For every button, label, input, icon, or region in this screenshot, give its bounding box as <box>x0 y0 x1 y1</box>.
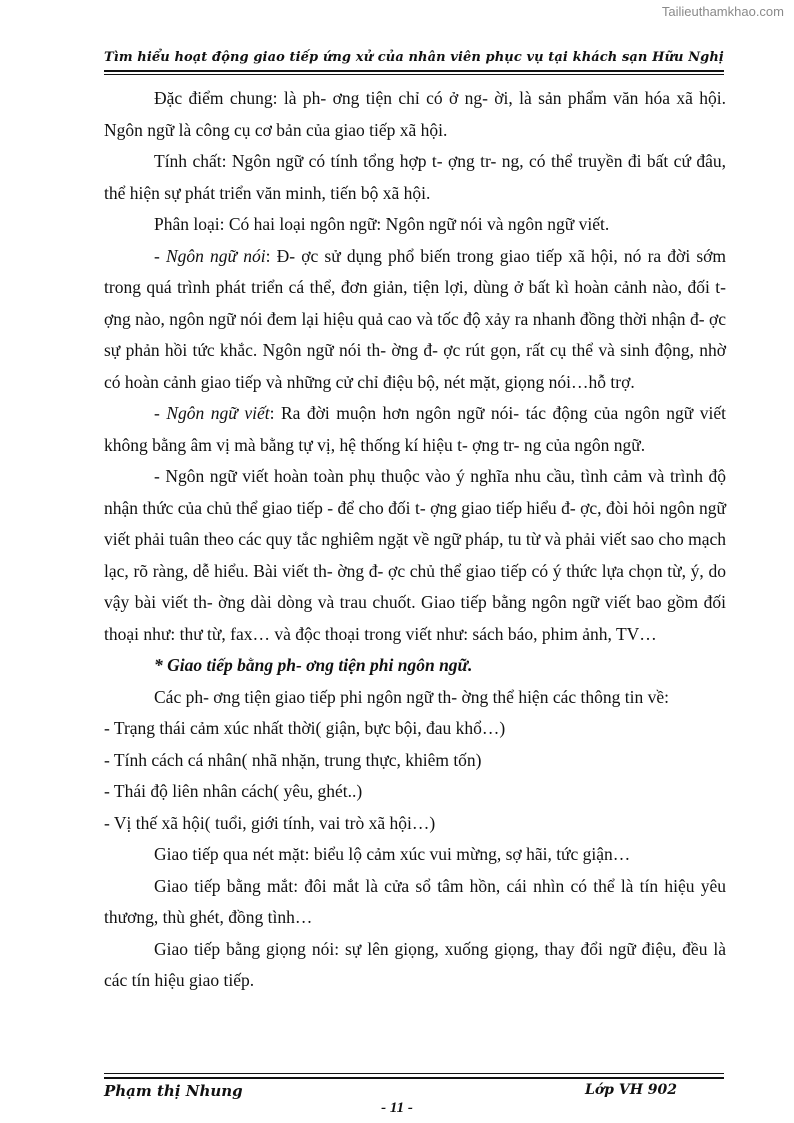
section-heading-nonverbal: * Giao tiếp bằng ph- ơng tiện phi ngôn ngữ. <box>154 655 473 675</box>
document-body <box>104 83 726 997</box>
paragraph-eye-contact: Giao tiếp bằng mắt: đôi mắt là cửa sổ tâm hồn, cái nhìn có thể là tín hiệu yêu thương, thù ghét, đồng tình… <box>104 875 726 927</box>
list-item: - Trạng thái cảm xúc nhất thời( giận, bực bội, đau khổ…) <box>104 718 506 738</box>
header-rule-thin <box>104 74 724 75</box>
list-item: - Thái độ liên nhân cách( yêu, ghét..) <box>104 781 363 801</box>
term-written-language: Ngôn ngữ viết <box>166 403 270 423</box>
footer-author: Phạm thị Nhung <box>104 1082 243 1100</box>
running-header: Tìm hiểu hoạt động giao tiếp ứng xử của nhân viên phục vụ tại khách sạn Hữu Nghị <box>104 50 724 65</box>
footer-rule-thin <box>104 1073 724 1074</box>
paragraph-general-features: Đặc điểm chung: là ph- ơng tiện chỉ có ở ng- ời, là sản phẩm văn hóa xã hội. Ngôn ngữ là công cụ cơ bản của giao tiếp xã hội. <box>104 88 726 140</box>
list-item: - Tính cách cá nhân( nhã nhặn, trung thực, khiêm tốn) <box>104 749 482 770</box>
paragraph-properties: Tính chất: Ngôn ngữ có tính tổng hợp t- ợng tr- ng, có thể truyền đi bất cứ đâu, thể hiện sự phát triển văn minh, tiến bộ xã hội. <box>104 151 726 203</box>
page-number: - 11 - <box>381 1100 413 1116</box>
list-dash: - <box>154 403 167 423</box>
footer-rule-thick <box>104 1077 724 1079</box>
list-dash: - <box>154 245 166 266</box>
paragraph-classification: Phân loại: Có hai loại ngôn ngữ: Ngôn ngữ nói và ngôn ngữ viết. <box>154 214 610 234</box>
header-rule-thick <box>104 70 724 72</box>
paragraph-written-language-detail: - Ngôn ngữ viết hoàn toàn phụ thuộc vào ý nghĩa nhu cầu, tình cảm và trình độ nhận thức của chủ thể giao tiếp - để cho đối t- ợng giao tiếp hiểu đ- ợc, đòi hỏi ngôn ngữ viết phải tuân theo các quy tắc nghiêm ngặt về ngữ pháp, tu từ và phải viết sao cho mạch lạc, rõ ràng, dễ hiểu. Bài viết th- ờng đ- ợc chủ thể giao tiếp có ý thức lựa chọn từ, ý, do vậy bài viết th- ờng dài dòng và trau chuốt. Giao tiếp bằng ngôn ngữ viết bao gồm đối thoại như: thư từ, fax… và độc thoại trong viết như: sách báo, phim ảnh, TV… <box>104 466 726 644</box>
watermark-text: Tailieuthamkhao.com <box>661 4 784 19</box>
list-item: - Vị thế xã hội( tuổi, giới tính, vai trò xã hội…) <box>104 812 436 833</box>
paragraph-nonverbal-intro: Các ph- ơng tiện giao tiếp phi ngôn ngữ th- ờng thể hiện các thông tin về: <box>154 686 669 707</box>
paragraph-voice: Giao tiếp bằng giọng nói: sự lên giọng, xuống giọng, thay đổi ngữ điệu, đều là các tín hiệu giao tiếp. <box>104 938 726 990</box>
written-language-text: : Ra đời muộn hơn ngôn ngữ nói- tác động của ngôn ngữ viết không bằng âm vị mà bằng tự vị, hệ thống kí hiệu t- ợng tr- ng của ngôn ngữ. <box>104 403 726 455</box>
paragraph-spoken-language <box>104 241 726 399</box>
term-spoken-language: Ngôn ngữ nói <box>165 245 266 266</box>
footer-class: Lớp VH 902 <box>585 1082 678 1098</box>
spoken-language-text: : Đ- ợc sử dụng phổ biến trong giao tiếp xã hội, nó ra đời sớm trong quá trình phát triển cá thể, đơn giản, tiện lợi, dùng ở bất kì hoàn cảnh nào, đối t- ợng nào, ngôn ngữ nói đem lại hiệu quả cao và tốc độ xảy ra nhanh đồng thời nhận đ- ợc sự phản hồi tức khắc. Ngôn ngữ nói th- ờng đ- ợc rút gọn, rất cụ thể và sinh động, nhờ có hoàn cảnh giao tiếp và những cử chỉ điệu bộ, nét mặt, giọng nói…hỗ trợ. <box>104 245 726 392</box>
paragraph-written-language <box>104 398 726 461</box>
paragraph-facial-expression: Giao tiếp qua nét mặt: biểu lộ cảm xúc vui mừng, sợ hãi, tức giận… <box>154 844 631 864</box>
